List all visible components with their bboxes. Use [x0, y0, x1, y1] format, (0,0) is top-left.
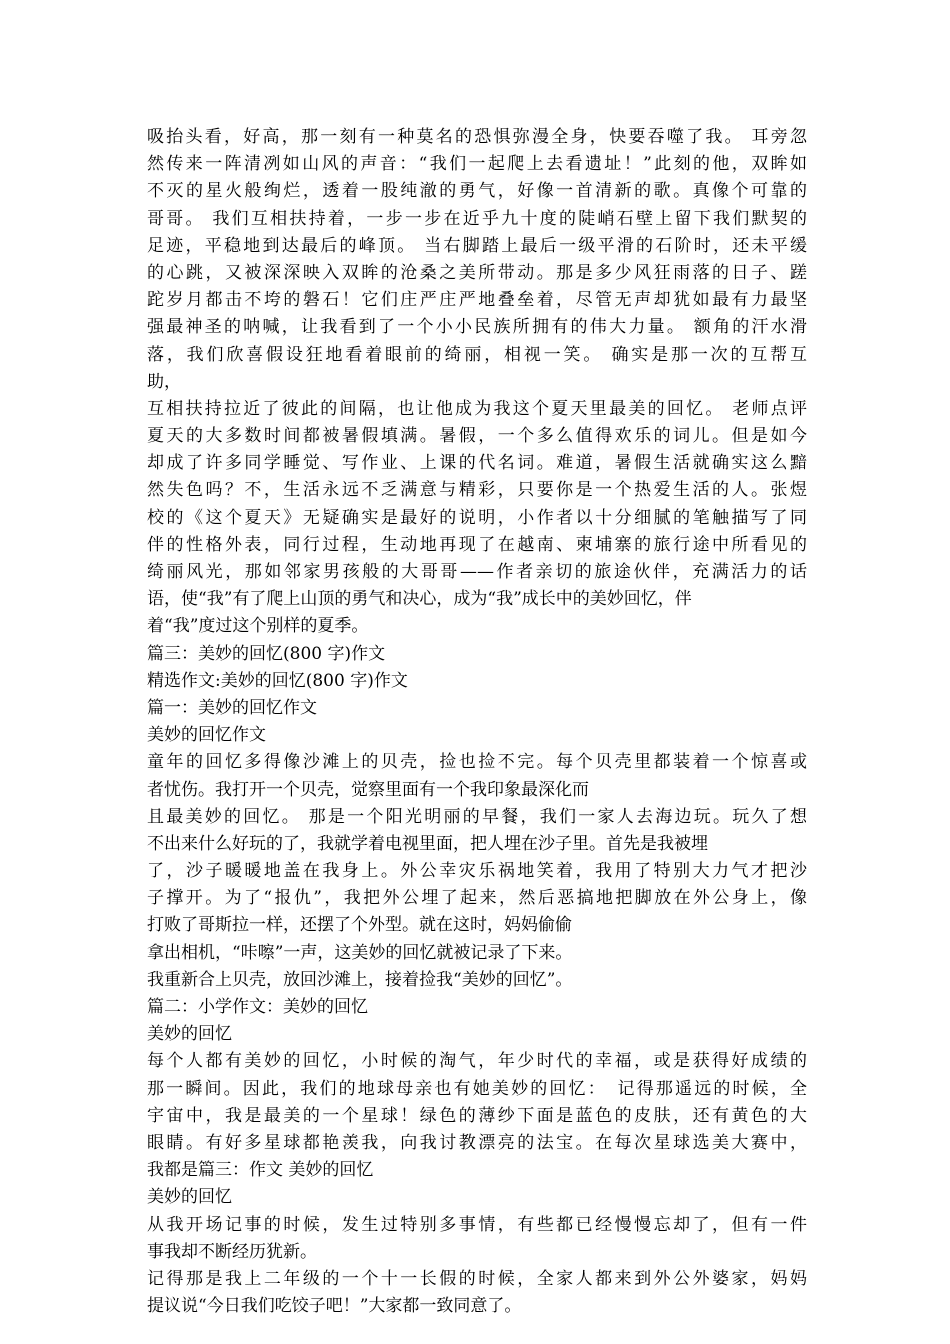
- text-line: 者忧伤。我打开一个贝壳，觉察里面有一个我印象最深化而: [147, 779, 589, 800]
- text-line: 篇三：美妙的回忆(800 字)作文: [147, 643, 386, 664]
- text-line: 提议说“今日我们吃饺子吧！”大家都一致同意了。: [147, 1296, 522, 1317]
- text-line: 不出来什么好玩的了，我就学着电视里面，把人埋在沙子里。首先是我被埋: [147, 833, 708, 854]
- text-line: 篇二：小学作文：美妙的回忆: [147, 997, 368, 1017]
- text-line: 子撑开。为了“报仇”，我把外公埋了起来，然后恶搞地把脚放在外公身上，像: [147, 888, 807, 909]
- text-line: 落，我们欣喜假设狂地看着眼前的绮丽，相视一笑。 确实是那一次的互帮互: [147, 344, 807, 365]
- text-line: 记得那是我上二年级的一个十一长假的时候，全家人都来到外公外婆家，妈妈: [147, 1268, 807, 1289]
- document-body: [147, 124, 807, 1320]
- text-line: 互相扶持拉近了彼此的间隔，也让他成为我这个夏天里最美的回忆。 老师点评: [147, 398, 807, 419]
- text-line: 的心跳，又被深深映入双眸的沧桑之美所带动。那是多少风狂雨落的日子、蹉: [147, 262, 807, 283]
- text-line: 我重新合上贝壳，放回沙滩上，接着捡我“美妙的回忆”。: [147, 969, 573, 990]
- text-line: 拿出相机，“咔嚓”一声，这美妙的回忆就被记录了下来。: [147, 942, 573, 963]
- text-line: 不灭的星火般绚烂，透着一股纯澈的勇气，好像一首清新的歌。真像个可靠的: [147, 181, 807, 202]
- text-line: 然传来一阵清冽如山风的声音：“我们一起爬上去看遗址！”此刻的他，双眸如: [147, 154, 807, 175]
- text-line: 助，: [147, 371, 181, 392]
- text-line: 足迹，平稳地到达最后的峰顶。 当右脚踏上最后一级平滑的石阶时，还未平缓: [147, 235, 807, 256]
- text-line: 绮丽风光，那如邻家男孩般的大哥哥——作者亲切的旅途伙伴，充满活力的话: [147, 562, 807, 582]
- text-line: 语，使“我”有了爬上山顶的勇气和决心，成为“我”成长中的美妙回忆，伴: [147, 589, 692, 610]
- text-line: 童年的回忆多得像沙滩上的贝壳，捡也捡不完。每个贝壳里都装着一个惊喜或: [147, 752, 807, 773]
- text-line: 打败了哥斯拉一样，还摆了个外型。就在这时，妈妈偷偷: [147, 915, 572, 936]
- text-line: 然失色吗？不，生活永远不乏满意与精彩，只要你是一个热爱生活的人。张煜: [147, 480, 807, 501]
- text-line: 强最神圣的呐喊，让我看到了一个小小民族所拥有的伟大力量。 额角的汗水滑: [147, 317, 807, 338]
- text-line: 却成了许多同学睡觉、写作业、上课的代名词。难道，暑假生活就确实这么黯: [147, 453, 807, 474]
- text-line: 美妙的回忆: [147, 1187, 232, 1208]
- text-line: 篇一：美妙的回忆作文: [147, 697, 317, 718]
- text-line: 宇宙中，我是最美的一个星球！绿色的薄纱下面是蓝色的皮肤，还有黄色的大: [147, 1105, 807, 1126]
- text-line: 精选作文:美妙的回忆(800 字)作文: [147, 670, 408, 691]
- text-line: 那一瞬间。因此，我们的地球母亲也有她美妙的回忆： 记得那遥远的时候，全: [147, 1078, 807, 1099]
- text-line: 美妙的回忆: [147, 1024, 232, 1045]
- text-line: 校的《这个夏天》无疑确实是最好的说明，小作者以十分细腻的笔触描写了同: [147, 507, 807, 528]
- text-line: 吸抬头看，好高，那一刻有一种莫名的恐惧弥漫全身，快要吞噬了我。 耳旁忽: [147, 127, 807, 147]
- text-line: 事我却不断经历犹新。: [147, 1241, 317, 1262]
- text-line: 着“我”度过这个别样的夏季。: [147, 616, 369, 637]
- text-line: 伴的性格外表，同行过程，生动地再现了在越南、柬埔寨的旅行途中所看见的: [147, 534, 807, 555]
- text-line: 跎岁月都击不垮的磐石！它们庄严庄严地叠垒着，尽管无声却犹如最有力最坚: [147, 290, 807, 311]
- text-line: 我都是篇三：作文 美妙的回忆: [147, 1160, 374, 1181]
- text-line: 眼睛。有好多星球都艳羡我，向我讨教漂亮的法宝。在每次星球选美大赛中，: [147, 1132, 807, 1153]
- text-line: 美妙的回忆作文: [147, 725, 266, 746]
- text-line: 夏天的大多数时间都被暑假填满。暑假，一个多么值得欢乐的词儿。但是如今: [147, 426, 807, 447]
- text-line: 哥哥。 我们互相扶持着，一步一步在近乎九十度的陡峭石壁上留下我们默契的: [147, 208, 807, 229]
- text-line: 每个人都有美妙的回忆，小时候的淘气，年少时代的幸福，或是获得好成绩的: [147, 1051, 807, 1072]
- text-line: 从我开场记事的时候，发生过特别多事情，有些都已经慢慢忘却了，但有一件: [147, 1214, 807, 1235]
- text-line: 了，沙子暖暖地盖在我身上。外公幸灾乐祸地笑着，我用了特别大力气才把沙: [147, 861, 807, 882]
- text-line: 且最美妙的回忆。 那是一个阳光明丽的早餐，我们一家人去海边玩。玩久了想: [147, 806, 807, 827]
